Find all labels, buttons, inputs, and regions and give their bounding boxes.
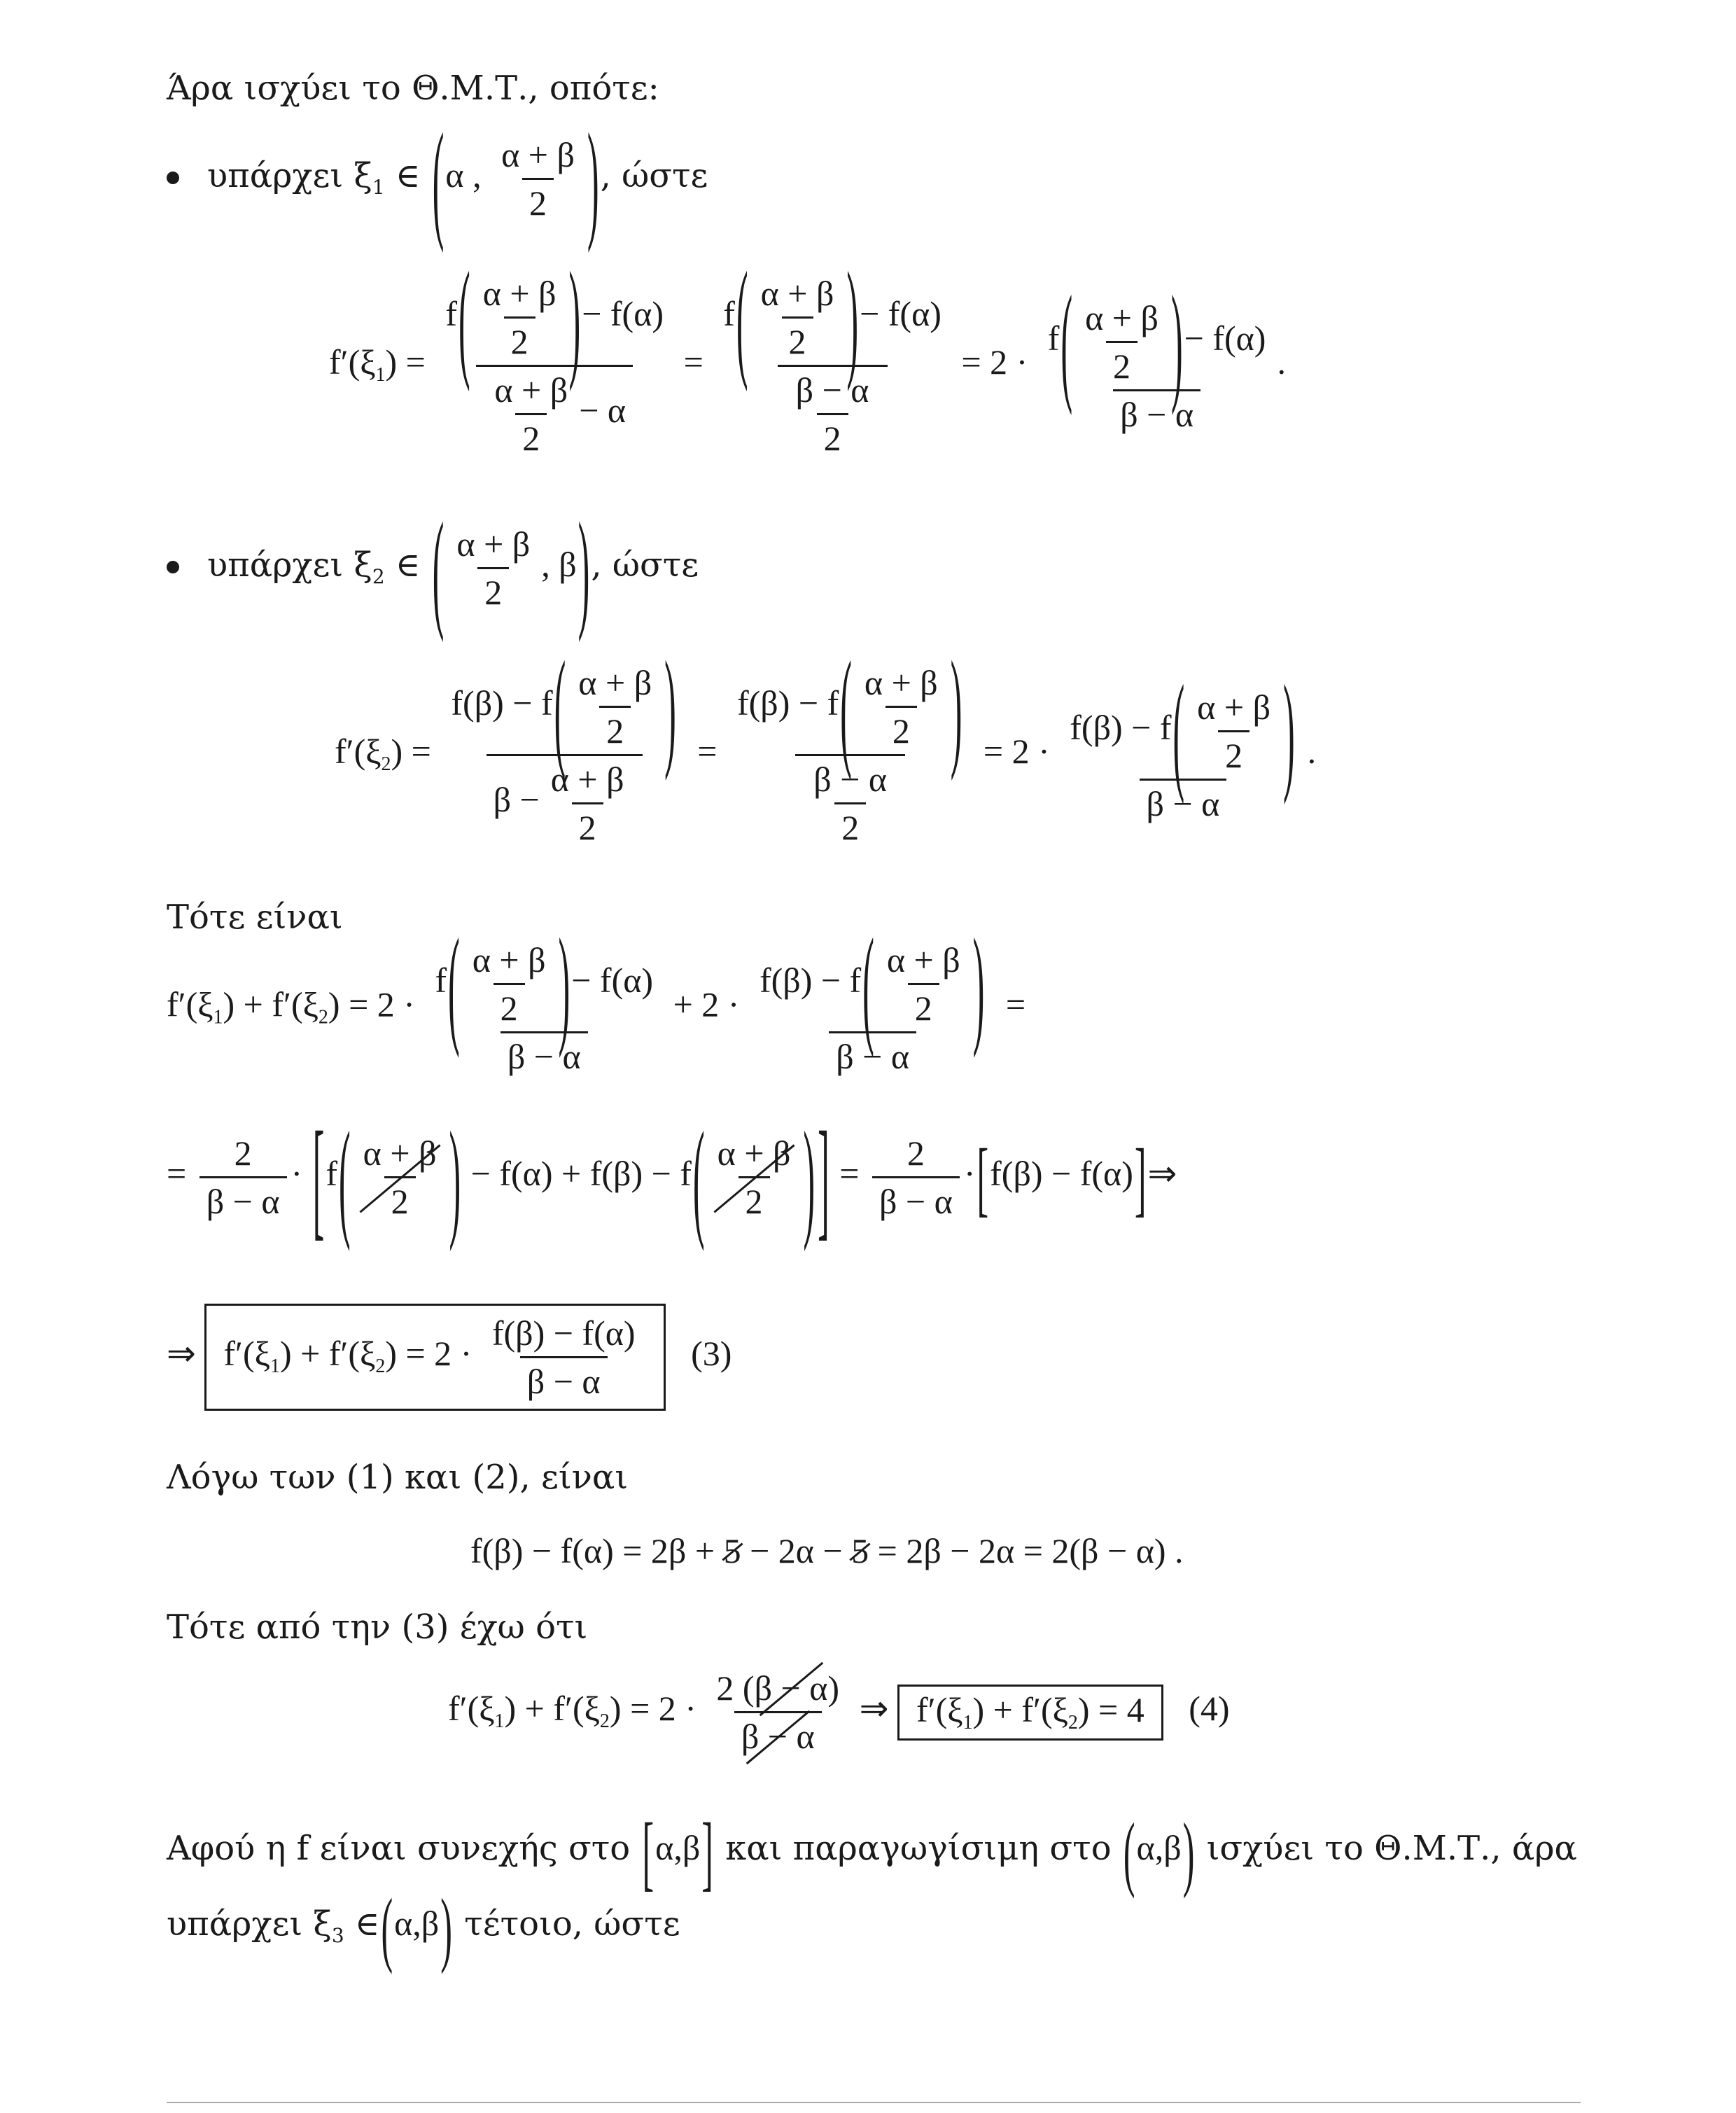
logw-text: Λόγω των (1) και (2), είναι <box>167 1458 629 1497</box>
intro-text: Άρα ισχύει το Θ.Μ.Τ., οπότε: <box>167 69 659 108</box>
result-box-4: $f'(\xi_1) + f'(\xi_2) = 4$ <box>897 1685 1163 1741</box>
bullet-icon <box>167 561 179 573</box>
bullet-2: υπάρχει $\xi_2$ ∈ ( $\frac{\alpha + \beta}{2}$ , β), ώστε <box>167 526 699 610</box>
equation-5: ⇒ $f'(\xi_1) + f'(\xi_2) = 2$ · $\frac{f(\beta) - f(\alpha)}{\beta - \alpha}$ (3) <box>167 1304 732 1411</box>
equation-7: $f'(\xi_1) + f'(\xi_2) = 2$ · $\frac{2 (\beta - \alpha)}{\beta - \alpha}$ ⇒ $f'(\xi_1) + f'(\xi_2) = 4$ (4) <box>448 1668 1230 1756</box>
equation-2: $f'(\xi_2)$ = f(β) − f( $\frac{\alpha + \beta}{2}$ ) β − $\frac{\alpha + \beta}{2}$ = f(β) − f( $\frac{\alpha + \beta}{2}$ ) $\frac{\beta - \alpha}{2}$ = 2 · f(β) − f( $\frac{\alpha + \beta}{2}$ ) β − α . <box>335 632 1317 847</box>
equation-6: f(β) − f(α) = 2β + 5 − 2α − 5 = 2β − 2α = 2(β − α) . <box>470 1531 1184 1570</box>
bullet-1: υπάρχει $\xi_1$ ∈ (α , $\frac{\alpha + \beta}{2}$ ), ώστε <box>167 137 708 221</box>
result-box-3: $f'(\xi_1) + f'(\xi_2) = 2$ · $\frac{f(\beta) - f(\alpha)}{\beta - \alpha}$ <box>204 1304 665 1411</box>
tote3-text: Τότε από την (3) έχω ότι <box>167 1608 588 1647</box>
tote-text: Τότε είναι <box>167 898 343 937</box>
equation-3: $f'(\xi_1) + f'(\xi_2) = 2$ · f( $\frac{\alpha + \beta}{2}$ )− f(α) β − α + 2 · f(β) − f( $\frac{\alpha + \beta}{2}$ ) β − α = <box>167 909 1026 1076</box>
footer-rule <box>167 2102 1581 2103</box>
equation-4: = $\frac{2}{\beta - \alpha}$ · [f( $\frac{\alpha + \beta}{2}$ ) − f(α) + f(β) − f( $\frac{\alpha + \beta}{2}$ )] = $\frac{2}{\beta - \alpha}$ ·[f(β) − f(α)]⇒ <box>167 1103 1177 1252</box>
equation-1: $f'(\xi_1)$ = f( $\frac{\alpha + \beta}{2}$ )− f(α) $\frac{\alpha + \beta}{2}$ − α = f( $\frac{\alpha + \beta}{2}$ )− f(α) $\frac{\beta - \alpha}{2}$ = 2 · f( $\frac{\alpha + \beta}{2}$ )− f(α) β − α . <box>329 243 1286 458</box>
para-line-1: Αφού η f είναι συνεχής στο [α,β] και παραγωγίσιμη στο (α,β) ισχύει το Θ.Μ.Τ., άρα <box>167 1804 1577 1899</box>
bullet-icon <box>167 172 179 184</box>
para-line-2: υπάρχει $\xi_3$ ∈(α,β) τέτοιο, ώστε <box>167 1880 680 1974</box>
